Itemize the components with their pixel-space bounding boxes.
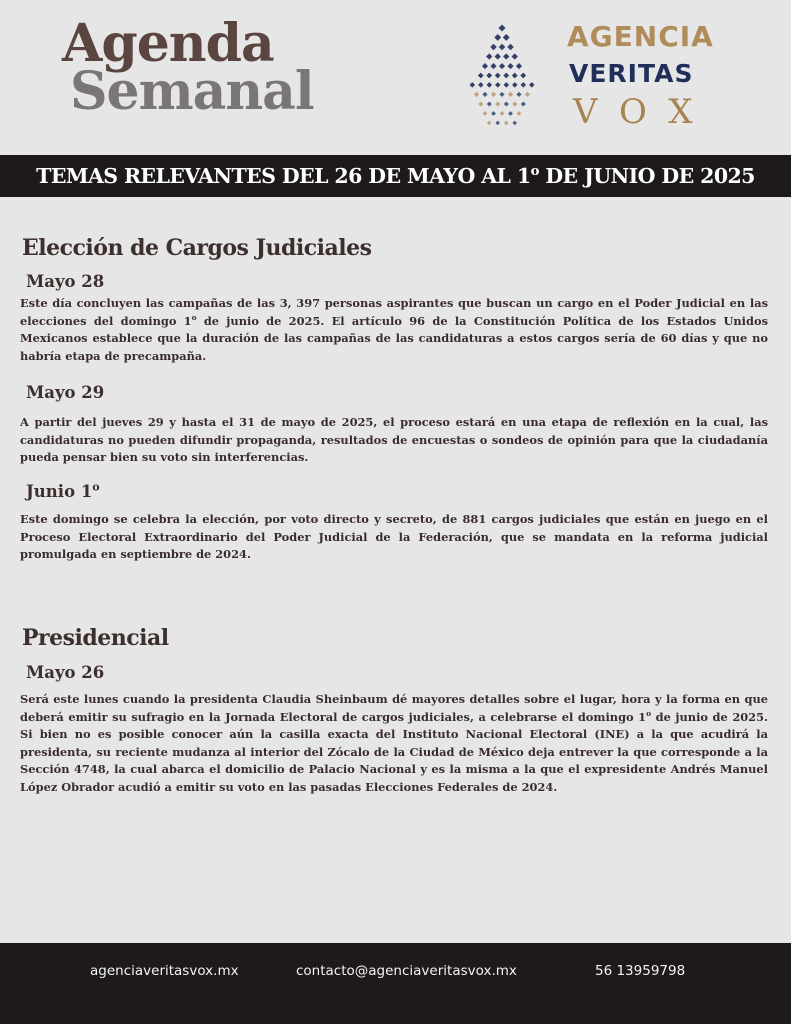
- logo-dot: [499, 44, 506, 51]
- date-heading-junio-1: [26, 482, 99, 501]
- paragraph-junio-1: Este domingo se celebra la elección, por voto directo y secreto, de 881 cargos judiciales que están en juego en el Proceso Electoral Extraordinario del Poder Judicial de la Federación, que se mandata en la reforma judicial promulgada en septiembre de 2024.: [20, 512, 768, 561]
- paragraph-mayo-29: A partir del jueves 29 y hasta el 31 de mayo de 2025, el proceso estará en una etapa de reflexión en la cual, las candidaturas no pueden difundir propaganda, resultados de encuestas o sondeos de opinión para que la ciudadanía pueda pensar bien su voto sin interferencias.: [20, 415, 768, 464]
- logo-dot: [494, 34, 501, 41]
- logo-dot: [478, 73, 484, 79]
- agency-logo-text: [567, 20, 727, 132]
- logo-dot: [504, 82, 510, 88]
- logo-dot: [504, 121, 509, 126]
- logo-dot: [503, 34, 510, 41]
- paragraph-mayo-26: [20, 691, 768, 796]
- logo-dot: [529, 82, 535, 88]
- ordinal-mark: o: [646, 708, 652, 718]
- logo-dot: [512, 73, 518, 79]
- logo-dot: [495, 73, 501, 79]
- footer-website-link[interactable]: agenciaveritasvox.mx: [90, 963, 239, 979]
- banner-text-end: DE JUNIO DE 2025: [538, 164, 755, 188]
- page-footer: [0, 943, 791, 1024]
- logo-dot: [508, 111, 513, 116]
- logo-dot: [520, 73, 526, 79]
- date-junio-label: Junio 1: [26, 482, 93, 501]
- logo-dot: [487, 82, 493, 88]
- logo-dot: [486, 73, 492, 79]
- logo-dot: [486, 53, 492, 59]
- logo-dot: [512, 82, 518, 88]
- logo-dot: [512, 121, 517, 126]
- logo-dot: [512, 53, 518, 59]
- date-ordinal: o: [92, 480, 100, 494]
- date-heading-mayo-26: Mayo 26: [26, 663, 105, 682]
- date-heading-mayo-29: Mayo 29: [26, 383, 105, 402]
- logo-veritas: VERITAS: [569, 59, 694, 88]
- logo-dot: [499, 63, 505, 69]
- logo-dot: [487, 121, 492, 126]
- logo-dot: [516, 63, 522, 69]
- logo-dot: [482, 63, 488, 69]
- logo-dot: [490, 63, 496, 69]
- logo-dot: [500, 111, 505, 116]
- veritas-vox-logo-icon: [452, 22, 552, 134]
- logo-dot: [507, 44, 514, 51]
- banner-text-start: TEMAS RELEVANTES DEL 26 DE MAYO AL 1: [36, 164, 531, 188]
- banner-ordinal: o: [530, 163, 539, 180]
- logo-dot: [478, 82, 484, 88]
- paragraph-mayo-26-part-2: de junio de 2025. Si bien no es posible conocer aún la casilla exacta del Instituto Nacional Electoral (INE) a la que acudirá la presidenta, su reciente mudanza al interior del Zócalo de la Ciudad de México deja entrever la que corresponde a la Sección 4748, la cual abarca el domicilio de Palacio Nacional y es la misma a la que el expresidente Andrés Manuel López Obrador acudió a emitir su voto en las pasadas Elecciones Federales de 2024.: [20, 709, 768, 794]
- date-range-banner: [0, 155, 791, 197]
- paragraph-mayo-28: [20, 295, 768, 365]
- logo-dot: [490, 44, 497, 51]
- logo-dot: [499, 92, 504, 97]
- paragraph-mayo-28-part-1: Este día concluyen las campañas de las 3, 397 personas aspirantes que buscan un cargo en el Poder Judicial en las elecciones del domingo 1: [20, 296, 768, 328]
- logo-dot: [516, 92, 521, 97]
- logo-dot: [470, 82, 476, 88]
- logo-dot: [478, 101, 483, 106]
- date-heading-mayo-28: Mayo 28: [26, 272, 105, 291]
- logo-dot: [525, 92, 530, 97]
- logo-dot: [504, 101, 509, 106]
- logo-dot: [495, 101, 500, 106]
- logo-dot: [498, 24, 505, 31]
- page-header: [0, 0, 791, 155]
- footer-phone[interactable]: 56 13959798: [595, 963, 686, 979]
- ordinal-mark: o: [191, 312, 197, 322]
- logo-dot: [495, 121, 500, 126]
- section-title-judicial: Elección de Cargos Judiciales: [22, 235, 372, 261]
- logo-dot: [487, 101, 492, 106]
- logo-dot: [512, 101, 517, 106]
- logo-dot: [521, 101, 526, 106]
- logo-dot: [508, 92, 513, 97]
- logo-agencia: AGENCIA: [567, 20, 714, 53]
- logo-dot: [483, 111, 488, 116]
- logo-dot: [491, 111, 496, 116]
- agenda-semanal-title: [62, 13, 314, 122]
- logo-dot: [517, 111, 522, 116]
- footer-email-link[interactable]: contacto@agenciaveritasvox.mx: [296, 963, 517, 979]
- logo-dot: [507, 63, 513, 69]
- logo-dot: [495, 82, 501, 88]
- logo-dot: [495, 53, 501, 59]
- paragraph-mayo-28-part-2: de junio de 2025. El artículo 96 de la Constitución Política de los Estados Unidos Mexicanos establece que la duración de las campañas de las candidaturas a estos cargos sería de 60 días y que no habría etapa de precampaña.: [20, 313, 768, 363]
- paragraph-mayo-26-part-1: Será este lunes cuando la presidenta Claudia Sheinbaum dé mayores detalles sobre el lugar, hora y la forma en que deberá emitir su sufragio en la Jornada Electoral de cargos judiciales, a celebrarse el domingo 1: [20, 692, 768, 724]
- logo-dot: [474, 92, 479, 97]
- logo-dot: [491, 92, 496, 97]
- title-line-2: Semanal: [70, 61, 314, 122]
- logo-dot: [503, 73, 509, 79]
- logo-dot: [503, 53, 509, 59]
- title-line-1: Agenda: [62, 13, 274, 74]
- section-title-presidencial: Presidencial: [22, 625, 169, 651]
- logo-dot: [482, 92, 487, 97]
- logo-dot: [521, 82, 527, 88]
- logo-vox: VOX: [573, 92, 715, 132]
